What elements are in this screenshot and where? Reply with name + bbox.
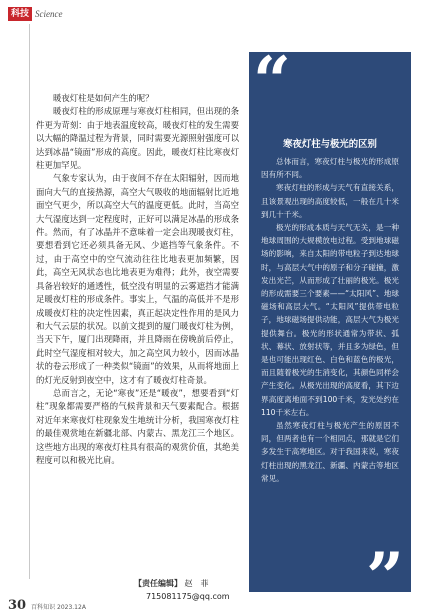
editor-name: 赵 菲 bbox=[184, 579, 209, 588]
page-number: 30 bbox=[8, 598, 27, 613]
sidebar-box bbox=[249, 42, 411, 616]
close-quote-mark-icon: ” bbox=[366, 538, 404, 616]
editor-credit bbox=[134, 578, 209, 589]
sidebar-paragraph: 极光的形成本质与天气无关，是一种地球周围的大规模放电过程。受到地球磁场的影响，来自太阳的带电粒子到达地球时，与高层大气中的原子和分子碰撞，激发出光芒，从而形成了壮丽的极光。极光的形成需要三个要素——“太阳风”、地球磁场和高层大气。“太阳风”提供带电粒子，地球磁场提供动能，高层大气为极光提供舞台。极光的形状通常为带状、弧状、幕状、放射状等，并且多为绿色，但是也可能出现红色、白色和蓝色的极光，而且随着极光的生消变化，其颜色同样会产生变化。从极光出现的高度看，其下边界高度离地面不到100千米，发光处约在110千米左右。 bbox=[261, 223, 399, 417]
margin-divider-line bbox=[29, 24, 30, 579]
magazine-issue: 百科知识 2023.12A bbox=[31, 604, 86, 611]
sidebar-paragraph: 寒夜灯柱的形成与天气有直接关系，且该景观出现的高度较低，一般在几十米到几十千米。 bbox=[261, 183, 399, 219]
page-footer bbox=[8, 598, 86, 613]
sidebar-body bbox=[261, 155, 399, 485]
article-paragraph: 总而言之，无论“寒夜”还是“暖夜”，想要看到“灯柱”现象都需要严格的气候背景和天气要素配合。根据对近年来寒夜灯柱现象发生地统计分析，我国寒夜灯柱的最佳观赏地在新疆北部、内蒙古、黑龙江三个地区。这些地方出现的寒夜灯柱具有很高的观赏价值，其绝美程度可以和极光比肩。 bbox=[36, 387, 239, 465]
section-tag: 科技 bbox=[8, 7, 32, 21]
article-body bbox=[36, 92, 239, 467]
sidebar-paragraph: 虽然寒夜灯柱与极光产生的原因不同，但两者也有一个相同点，那就是它们多发生于高寒地区。对于我国来说，寒夜灯柱出现的黑龙江、新疆、内蒙古等地区常见。 bbox=[261, 421, 399, 483]
sidebar-paragraph: 总体而言，寒夜灯柱与极光的形成原因有所不同。 bbox=[261, 157, 399, 180]
section-tag-english: Science bbox=[35, 9, 63, 19]
article-question: 暖夜灯柱是如何产生的呢？ bbox=[53, 93, 154, 103]
article-paragraph: 暖夜灯柱的形成原理与寒夜灯柱相同，但出现的条件更为苛刻：由于地表温度较高，暖夜灯柱的发生需要以大幅的降温过程为背景，同时需要光源照射强度可以达到冰晶“镜面”形成的高度。因此，暖夜灯柱比寒夜灯柱更加罕见。 bbox=[36, 106, 239, 171]
article-paragraph: 气象专家认为，由于夜间不存在太阳辐射，因而地面向大气的直接热源，高空大气吸收的地面辐射比近地面空气更少，所以高空大气的温度更低。此时，当高空大气湿度达到一定程度时，正好可以满足冰晶的形成条件。然而，有了冰晶并不意味着一定会出现暖夜灯柱，要想看到它还必须具备无风、少遮挡等气象条件。不过，由于高空中的空气流动往往比地表更加频繁，因此，高空无风状态也比地表更为难得；此外，夜空需要具备岩较好的通透性，低空没有明显的云雾遮挡才能满足暖夜灯柱的形成条件。事实上，气温的高低并不是形成暖夜灯柱的决定性因素，真正起决定性作用的是风力和大气云层的状况。以前文提到的厦门暖夜灯柱为例，当天下午，厦门出现降雨，并且降雨在傍晚前后停止，此时空气湿度相对较大，加之高空风力较小，因而冰晶状的卷云形成了一种类似“镜面”的效果，从而将地面上的灯光反射到夜空中，这才有了暖夜灯柱奇景。 bbox=[36, 173, 239, 385]
open-quote-mark-icon: “ bbox=[253, 42, 291, 120]
editor-email: 715081175@qq.com bbox=[146, 592, 230, 601]
sidebar-title: 寒夜灯柱与极光的区别 bbox=[283, 139, 377, 150]
section-header bbox=[8, 7, 63, 21]
editor-label: 【责任编辑】 bbox=[134, 579, 182, 588]
